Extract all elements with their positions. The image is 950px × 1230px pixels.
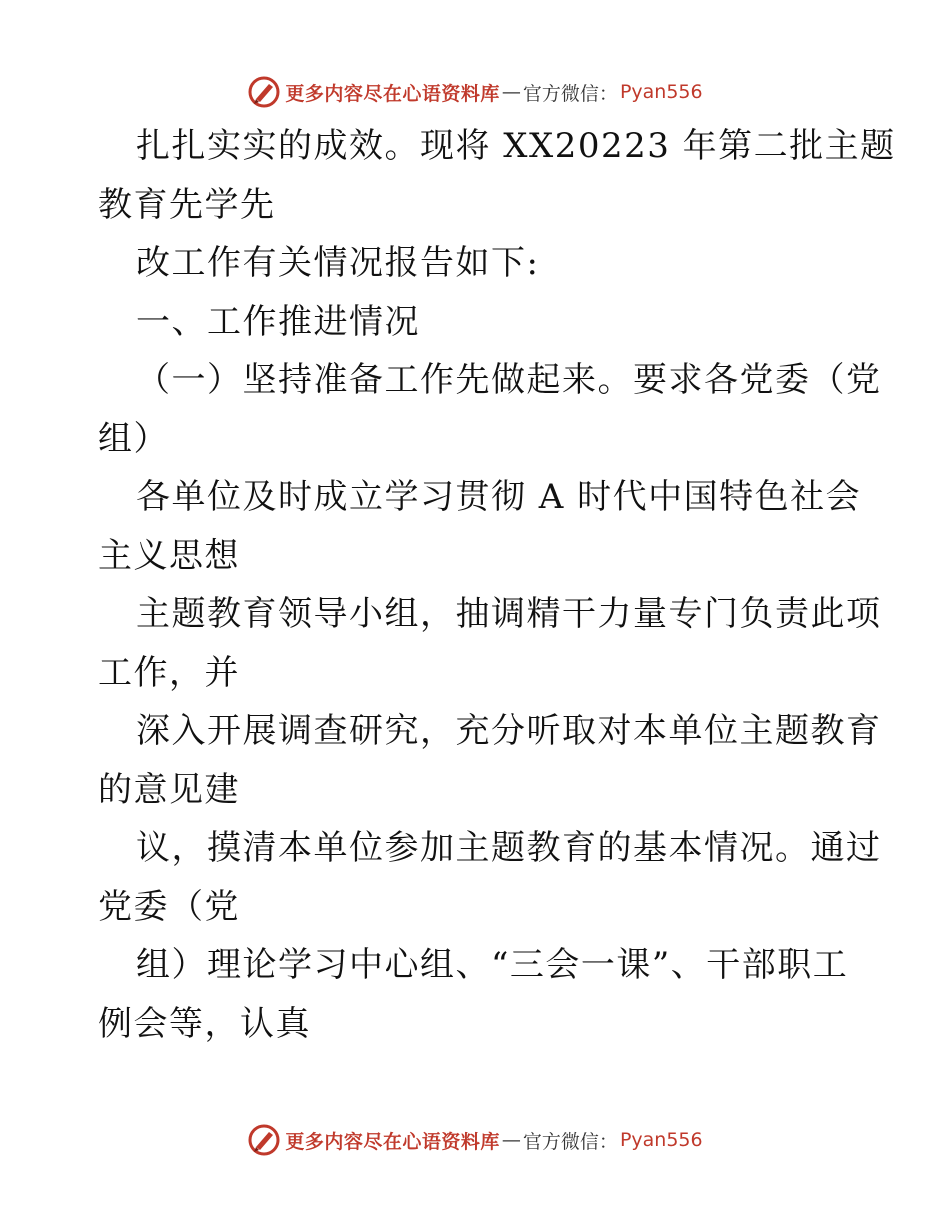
footer-watermark bbox=[0, 1120, 950, 1160]
document-body bbox=[98, 117, 896, 1053]
footer-wechat-id: Pyan556 bbox=[619, 1129, 703, 1151]
header-wechat-id: Pyan556 bbox=[619, 81, 703, 103]
body-line: 的意见建 bbox=[98, 769, 240, 810]
body-line: 教育先学先 bbox=[98, 184, 276, 225]
body-line: 议，摸清本单位参加主题教育的基本情况。通过 bbox=[136, 828, 882, 868]
footer-dash: — bbox=[501, 1129, 521, 1151]
body-line: 党委（党 bbox=[98, 886, 240, 927]
footer-brand-text: 更多内容尽在心语资料库 bbox=[285, 1130, 500, 1153]
footer-wechat-label: 官方微信： bbox=[522, 1130, 618, 1153]
header-dash: — bbox=[501, 81, 521, 103]
body-line: 主题教育领导小组，抽调精干力量专门负责此项 bbox=[136, 594, 882, 634]
header-watermark bbox=[0, 72, 950, 112]
body-line: 各单位及时成立学习贯彻 A 时代中国特色社会 bbox=[136, 477, 862, 517]
body-line: 改工作有关情况报告如下: bbox=[136, 243, 540, 283]
header-wechat-label: 官方微信： bbox=[522, 82, 618, 105]
body-line: 组）理论学习中心组、“三会一课”、干部职工 bbox=[136, 945, 849, 985]
body-line: 主义思想 bbox=[98, 535, 240, 576]
body-line: （一）坚持准备工作先做起来。要求各党委（党 bbox=[136, 360, 882, 400]
body-line: 深入开展调查研究，充分听取对本单位主题教育 bbox=[136, 711, 882, 751]
pen-logo-icon bbox=[247, 75, 281, 109]
header-brand-text: 更多内容尽在心语资料库 bbox=[285, 82, 500, 105]
body-line: 扎扎实实的成效。现将 XX20223 年第二批主题 bbox=[136, 126, 896, 166]
section-heading: 一、工作推进情况 bbox=[136, 301, 420, 342]
body-line: 例会等，认真 bbox=[98, 1003, 311, 1044]
pen-logo-icon bbox=[247, 1123, 281, 1157]
body-line: 组） bbox=[98, 418, 169, 459]
body-line: 工作，并 bbox=[98, 652, 240, 693]
